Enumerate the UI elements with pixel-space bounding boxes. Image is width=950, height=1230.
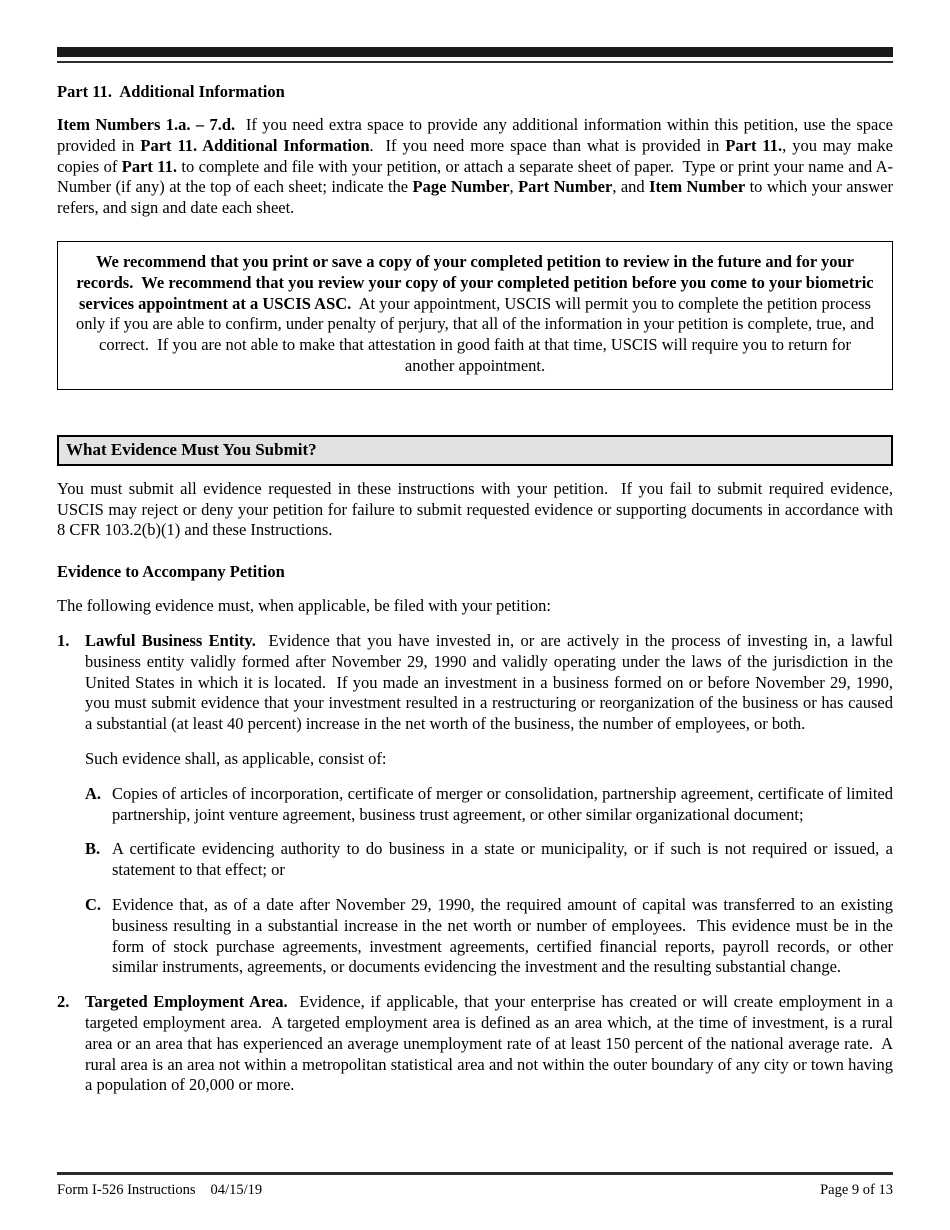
sub-item-a-letter: A. [85,783,102,803]
footer-rule [57,1172,893,1175]
evidence-lead-paragraph: The following evidence must, when applicable, be filed with your petition: [57,596,551,616]
top-thin-rule [57,61,893,63]
list-item-2-text: Targeted Employment Area. Evidence, if applicable, that your enterprise has created or will create employment in a targeted employment area. A targeted employment area is defined as an area which, at the time of investment, is a rural area or an area that has experienced an average unemployment rate of at least 150 percent of the national average rate. A rural area is an area not within a metropolitan statistical area and not within the outer boundary of any city or town having a population of 20,000 or more. [85,992,898,1095]
sub-item-a [85,783,898,826]
evidence-section-header [57,435,893,466]
evidence-intro-paragraph: You must submit all evidence requested in these instructions with your petition. If you fail to submit required evidence, USCIS may reject or deny your petition for failure to submit requested evidence or supporting documents in accordance with 8 CFR 103.2(b)(1) and these Instructions. [57,478,898,540]
sub-item-a-text: Copies of articles of incorporation, certificate of merger or consolidation, partnership agreement, certificate of limited partnership, joint venture agreement, business trust agreement, or other similar organizational document; [112,783,898,824]
list-item-2 [57,992,898,1096]
sub-item-c-text: Evidence that, as of a date after November 29, 1990, the required amount of capital was transferred to an existing business resulting in a substantial increase in the net worth or number of employees. This evidence must be in the form of stock purchase agreements, investment agreements, certified financial reports, payroll records, or other similar instruments, agreements, or documents evidencing the investment and the resulting substantial change. [112,894,898,977]
evidence-subheading: Evidence to Accompany Petition [57,562,285,582]
sub-item-b-letter: B. [85,839,101,859]
sub-item-c-letter: C. [85,894,102,914]
list-item-1-text: Lawful Business Entity. Evidence that you have invested in, or are actively in the process of investing in, a lawful business entity validly formed after November 29, 1990 and validly operating under the laws of the jurisdiction in the United States in which it is located. If you made an investment in a business formed on or before November 29, 1990, you must submit evidence that your investment resulted in a restructuring or reorganization of the business or has caused a substantial (at least 40 percent) increase in the net worth of the business, the number of employees, or both. [85,630,898,734]
sub-item-b-text: A certificate evidencing authority to do business in a state or municipality, or if such is not required or issued, a statement to that effect; or [112,839,898,880]
top-thick-rule [57,47,893,57]
sub-item-c [85,894,898,978]
list-item-2-number: 2. [57,992,70,1012]
list-item-1 [57,630,898,735]
part-11-heading: Part 11. Additional Information [57,82,285,101]
list-item-1-sub-lead: Such evidence shall, as applicable, consist of: [85,748,387,768]
recommendation-normal-text: At your appointment, USCIS will permit you to complete the petition process only if you are able to confirm, under penalty of perjury, that all of the information in your petition is complete, true, and correct. If you are not able to make that attestation in good faith at that time, USCIS will require you to return for another appointment. [75,293,879,375]
recommendation-box [57,241,893,390]
page-footer [57,1182,893,1199]
recommendation-bold-text: We recommend that you print or save a copy of your completed petition to review in the future and for your records. We recommend that you review your copy of your completed petition before you come to your biometric services appointment at a USCIS ASC. [76,251,878,313]
footer-page-indicator: Page 9 of 13 [820,1182,893,1198]
sub-item-b [85,839,898,881]
list-item-1-number: 1. [57,630,70,650]
footer-edition-date: 04/15/19 [210,1182,263,1198]
evidence-section-header-label: What Evidence Must You Submit? [66,440,317,460]
footer-form-name: Form I-526 Instructions [57,1182,196,1198]
item-numbers-paragraph: Item Numbers 1.a. – 7.d. If you need extra space to provide any additional information within this petition, use the space provided in Part 11. Additional Information. If you need more space than what is provided in Part 11., you may make copies of Part 11. to complete and file with your petition, or attach a separate sheet of paper. Type or print your name and A-Number (if any) at the top of each sheet; indicate the Page Number, Part Number, and Item Number to which your answer refers, and sign and date each sheet. [57,115,898,218]
